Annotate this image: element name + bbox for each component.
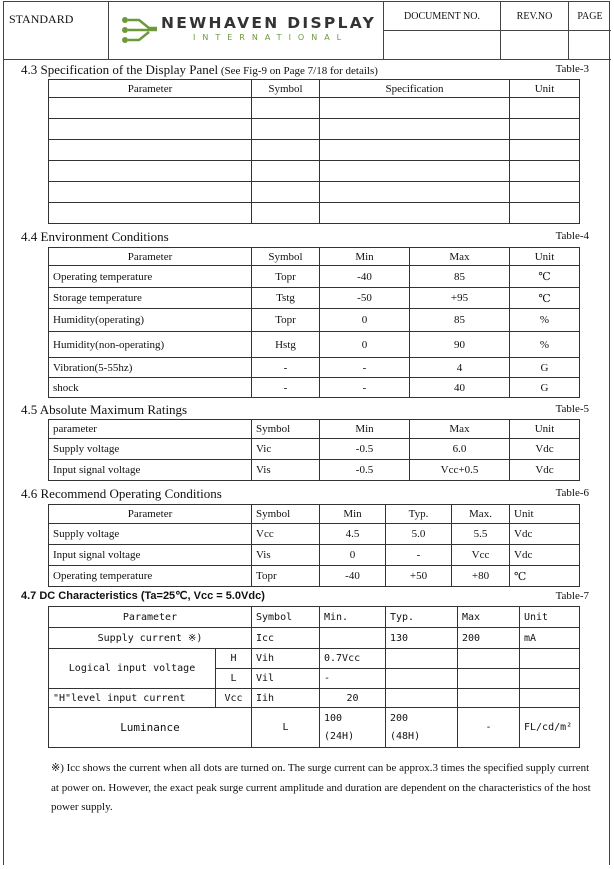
section-4-7-title <box>21 589 589 602</box>
document-number-cell <box>384 2 501 59</box>
absolute-maximum-ratings-table <box>48 419 580 481</box>
table-row <box>49 140 580 161</box>
section-heading: 4.3 Specification of the Display Panel <box>21 62 219 77</box>
table-row <box>49 98 580 119</box>
table-header-row: Parameter Symbol Min. Typ. Max Unit <box>49 607 580 628</box>
section-heading: 4.7 DC Characteristics (Ta=25℃, Vcc = 5.0Vdc) <box>21 590 265 602</box>
header-cell: Symbol <box>252 80 320 98</box>
table-row: Storage temperature Tstg -50 +95 ℃ <box>49 288 580 309</box>
section-4-5-title <box>21 402 589 418</box>
section-heading: 4.6 Recommend Operating Conditions <box>21 486 222 501</box>
table-number: Table-6 <box>555 487 589 499</box>
table-header-row <box>49 80 580 98</box>
environment-conditions-table <box>48 247 580 398</box>
table-row: Input signal voltage Vis -0.5 Vcc+0.5 Vdc <box>49 460 580 481</box>
dc-characteristics-table <box>48 606 580 748</box>
table-row: Supply voltage Vic -0.5 6.0 Vdc <box>49 439 580 460</box>
header-cell: Unit <box>510 248 580 266</box>
table-row <box>49 203 580 224</box>
section-4-6-title <box>21 486 589 502</box>
table-row: Vibration(5-55hz) - - 4 G <box>49 358 580 378</box>
table-row: "H"level input current Vcc Iih 20 <box>49 689 580 708</box>
section-note: (See Fig-9 on Page 7/18 for details) <box>218 65 378 77</box>
table-row: Supply current ※) Icc 130 200 mA <box>49 628 580 649</box>
table-number: Table-4 <box>555 230 589 242</box>
revision-number-label: REV.NO <box>516 11 553 22</box>
header-cell: Max <box>410 248 510 266</box>
table-number: Table-3 <box>555 63 589 75</box>
page-label: PAGE <box>577 11 603 22</box>
page-cell <box>569 2 611 59</box>
table-row: Supply voltage Vcc 4.5 5.0 5.5 Vdc <box>49 524 580 545</box>
section-4-3-title <box>21 62 589 78</box>
header-cell: Min <box>320 248 410 266</box>
table-row: Luminance L 100 (24H) 200 (48H) - FL/cd/m² <box>49 708 580 748</box>
table-header-row: Parameter Symbol Min Typ. Max. Unit <box>49 505 580 524</box>
table-number: Table-7 <box>555 590 589 602</box>
section-heading: 4.5 Absolute Maximum Ratings <box>21 402 188 417</box>
table-row: L Vil - <box>49 669 580 689</box>
revision-number-cell <box>501 2 569 59</box>
header-cell: Parameter <box>49 248 252 266</box>
table-header-row <box>49 248 580 266</box>
header-cell: Parameter <box>49 80 252 98</box>
footnote: ※) Icc shows the current when all dots are turned on. The surge current can be approx.3 times the specified supply current at power on. However, the exact peak surge current amplitude and duration are dependent on the characteristics of the host power supply. <box>51 762 591 813</box>
company-logo <box>109 2 384 59</box>
table-number: Table-5 <box>555 403 589 415</box>
document-number-label: DOCUMENT NO. <box>404 11 480 22</box>
standard-label: STANDARD <box>4 2 109 59</box>
table-row: Logical input voltage H Vih 0.7Vcc <box>49 649 580 669</box>
table-row: Humidity(operating) Topr 0 85 % <box>49 309 580 332</box>
header-cell: Unit <box>510 80 580 98</box>
document-header <box>4 2 611 60</box>
table-row <box>49 161 580 182</box>
section-4-4-title <box>21 229 589 245</box>
logo-name: NEWHAVEN DISPLAY <box>161 14 377 32</box>
table-row: Operating temperature Topr -40 85 ℃ <box>49 266 580 288</box>
page <box>3 1 610 865</box>
table-row <box>49 182 580 203</box>
operating-conditions-table <box>48 504 580 587</box>
table-row: Operating temperature Topr -40 +50 +80 ℃ <box>49 566 580 587</box>
header-cell: Symbol <box>252 248 320 266</box>
table-row: Humidity(non-operating) Hstg 0 90 % <box>49 332 580 358</box>
table-header-row: parameter Symbol Min Max Unit <box>49 420 580 439</box>
table-row <box>49 119 580 140</box>
header-cell: Specification <box>320 80 510 98</box>
display-panel-table <box>48 79 580 224</box>
logo-circuit-icon <box>119 14 157 44</box>
table-row: Input signal voltage Vis 0 - Vcc Vdc <box>49 545 580 566</box>
section-heading: 4.4 Environment Conditions <box>21 229 169 244</box>
table-row: shock - - 40 G <box>49 378 580 398</box>
logo-subtitle: INTERNATIONAL <box>193 33 349 42</box>
